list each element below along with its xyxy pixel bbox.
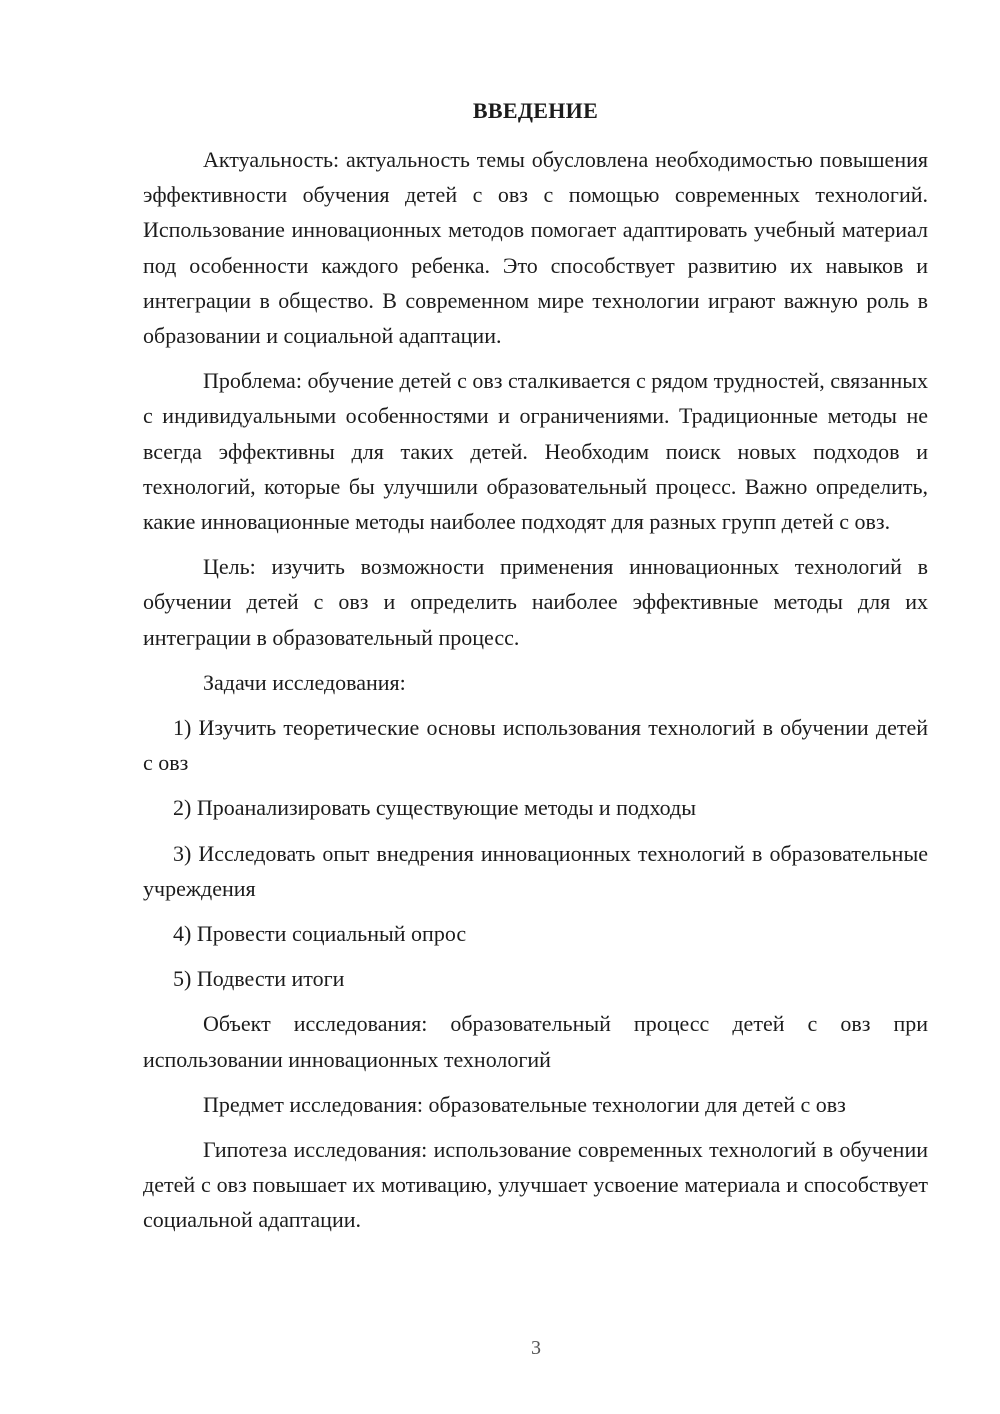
hypothesis-paragraph: Гипотеза исследования: использование современных технологий в обучении детей с овз повышает их мотивацию, улучшает усвоение материала и способствует социальной адаптации. — [143, 1137, 928, 1233]
relevance-paragraph: Актуальность: актуальность темы обусловлена необходимостью повышения эффективности обучения детей с овз с помощью современных технологий. Использование инновационных методов помогает адаптировать учебный материал под особенности каждого ребенка. Это способствует развитию их навыков и интеграции в общество. В современном мире технологии играют важную роль в образовании и социальной адаптации. — [143, 147, 928, 349]
page-title: ВВЕДЕНИЕ — [472, 98, 599, 123]
problem-paragraph: Проблема: обучение детей с овз сталкивается с рядом трудностей, связанных с индивидуальными особенностями и ограничениями. Традиционные методы не всегда эффективны для таких детей. Необходим поиск новых подходов и технологий, которые бы улучшили образовательный процесс. Важно определить, какие инновационные методы наиболее подходят для разных групп детей с овз. — [143, 368, 928, 535]
task-item: 1) Изучить теоретические основы использования технологий в обучении детей с овз — [143, 715, 928, 776]
task-item: 5) Подвести итоги — [173, 966, 345, 992]
task-item: 4) Провести социальный опрос — [173, 921, 467, 947]
task-item: 2) Проанализировать существующие методы и подходы — [173, 795, 696, 821]
object-paragraph: Объект исследования: образовательный процесс детей с овз при использовании инновационных технологий — [143, 1011, 928, 1072]
subject-paragraph: Предмет исследования: образовательные технологии для детей с овз — [203, 1091, 846, 1117]
document-body — [143, 142, 928, 1238]
page-number: 3 — [531, 1337, 541, 1359]
tasks-heading: Задачи исследования: — [203, 669, 406, 695]
task-item: 3) Исследовать опыт внедрения инновационных технологий в образовательные учреждения — [143, 840, 928, 901]
goal-paragraph: Цель: изучить возможности применения инновационных технологий в обучении детей с овз и определить наиболее эффективные методы для их интеграции в образовательный процесс. — [143, 554, 928, 650]
